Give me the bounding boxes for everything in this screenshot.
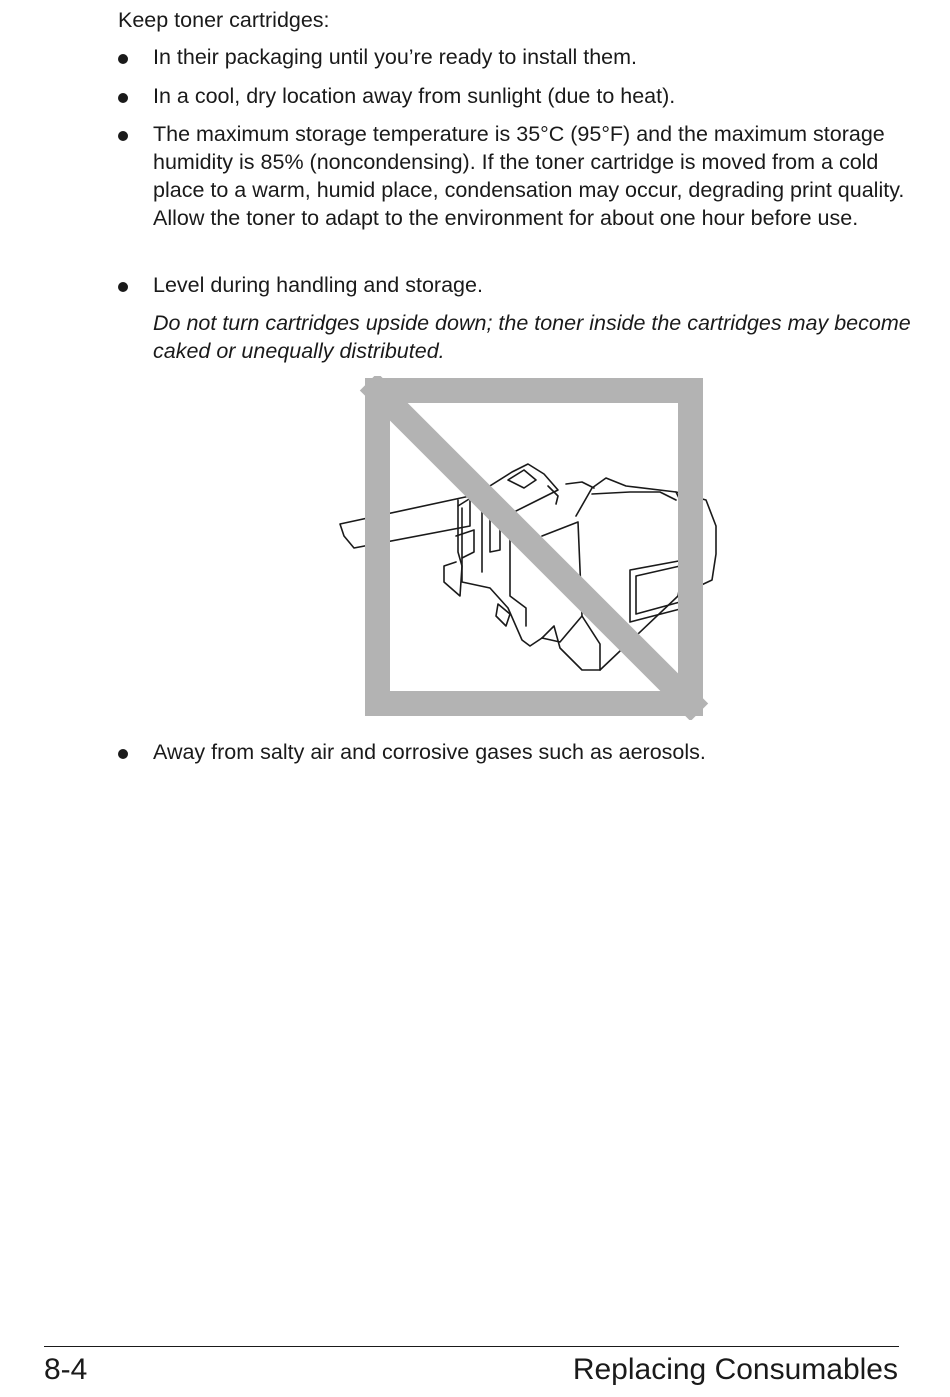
list-item	[118, 82, 908, 110]
bullet-icon	[118, 54, 128, 64]
list-item-text: In a cool, dry location away from sunlight (due to heat).	[153, 84, 676, 108]
list-item	[118, 120, 908, 260]
bullet-icon	[118, 93, 128, 103]
list-item	[118, 738, 908, 766]
page-number: 8-4	[44, 1353, 88, 1386]
list-item-text: Away from salty air and corrosive gases such as aerosols.	[153, 740, 706, 764]
list-item-text: The maximum storage temperature is 35°C (95°F) and the maximum storage humidity is 85% (noncondensing). If the toner cartridge is moved from a cold place to a warm, humid place, condensation may occur, degrading print quality. Allow the toner to adapt to the environment for about one hour before use.	[153, 122, 905, 230]
prohibited-upside-down-cartridge-figure	[330, 376, 730, 720]
intro-text: Keep toner cartridges:	[118, 8, 330, 32]
prohibition-slash	[378, 391, 691, 704]
bullet-icon	[118, 131, 128, 141]
toner-cartridge-icon	[330, 376, 730, 720]
bullet-icon	[118, 282, 128, 292]
list-item	[118, 271, 908, 299]
bullet-icon	[118, 749, 128, 759]
list-item-text: Level during handling and storage.	[153, 273, 483, 297]
footer-divider	[44, 1346, 899, 1347]
list-item	[118, 43, 908, 71]
caution-note: Do not turn cartridges upside down; the toner inside the cartridges may become caked or unequally distributed.	[153, 311, 911, 363]
section-title: Replacing Consumables	[572, 1353, 898, 1386]
list-item-text: In their packaging until you’re ready to install them.	[153, 45, 638, 69]
